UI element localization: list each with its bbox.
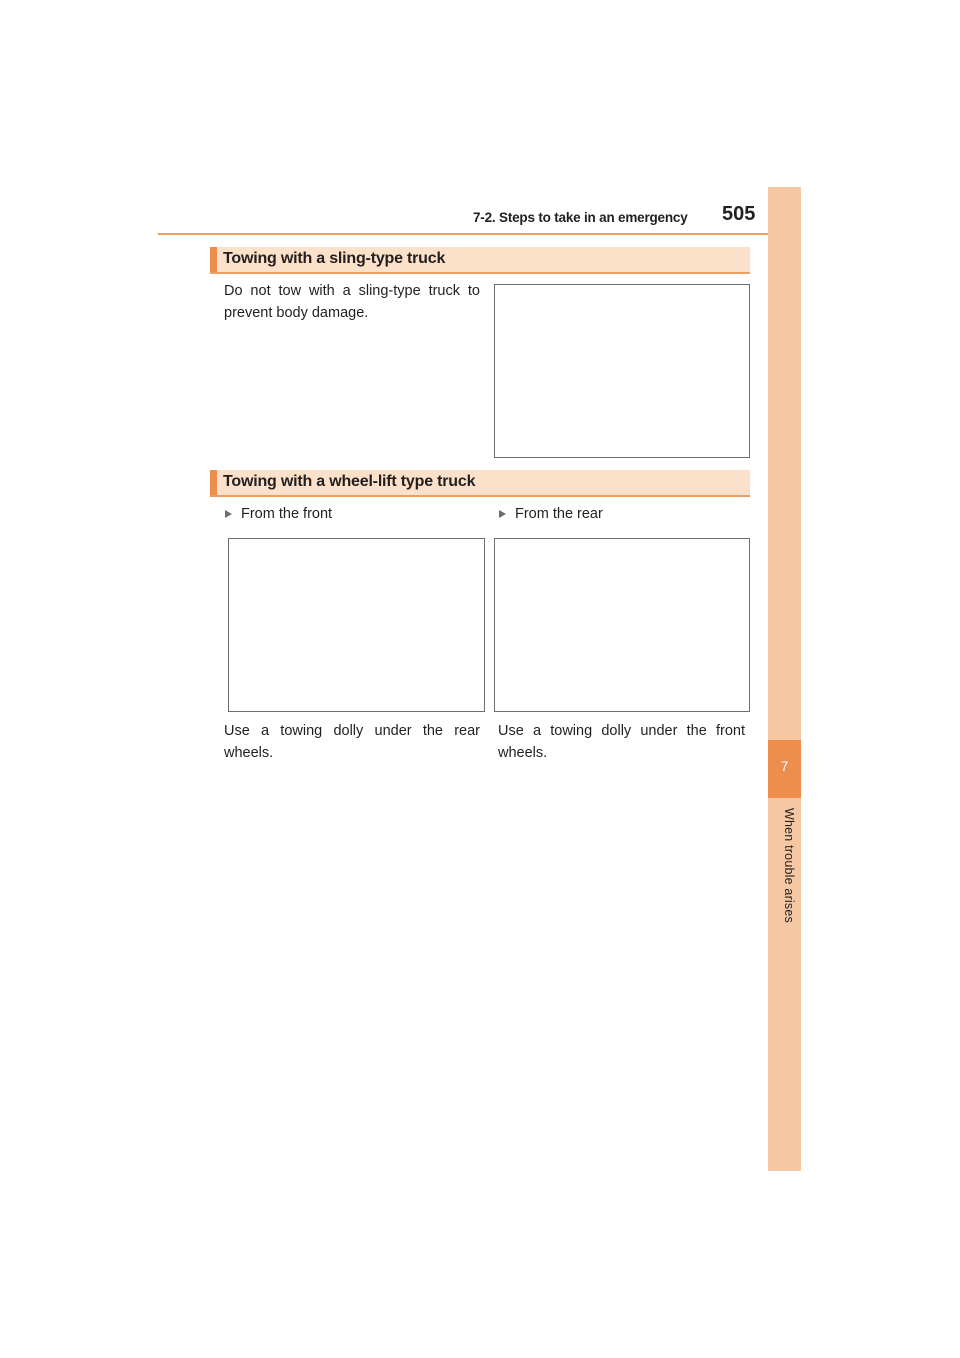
front-towing-illustration xyxy=(228,538,485,712)
sling-truck-illustration xyxy=(494,284,750,458)
front-towing-text: Use a towing dolly under the rear wheels. xyxy=(224,723,480,761)
header-rule xyxy=(158,233,801,235)
from-rear-label-text: From the rear xyxy=(515,506,603,522)
heading-accent-bar xyxy=(210,470,217,495)
rear-towing-text: Use a towing dolly under the front wheels. xyxy=(498,723,745,761)
sling-section-text: Do not tow with a sling-type truck to prevent body damage. xyxy=(224,283,480,321)
from-front-label xyxy=(225,506,332,522)
from-rear-label xyxy=(499,506,603,522)
sling-section-heading xyxy=(210,247,750,274)
chapter-number-tab: 7 xyxy=(768,740,801,798)
rear-towing-illustration xyxy=(494,538,750,712)
wheel-lift-section-heading xyxy=(210,470,750,497)
heading-accent-bar xyxy=(210,247,217,272)
chapter-side-strip xyxy=(768,187,801,1171)
triangle-bullet-icon xyxy=(499,510,506,518)
triangle-bullet-icon xyxy=(225,510,232,518)
chapter-title-vertical: When trouble arises xyxy=(782,808,796,923)
sling-section-title: Towing with a sling-type truck xyxy=(223,250,446,267)
from-front-label-text: From the front xyxy=(241,506,333,522)
running-header-section: 7-2. Steps to take in an emergency xyxy=(473,210,688,225)
page-number: 505 xyxy=(722,203,756,225)
wheel-lift-section-title: Towing with a wheel-lift type truck xyxy=(223,473,476,490)
